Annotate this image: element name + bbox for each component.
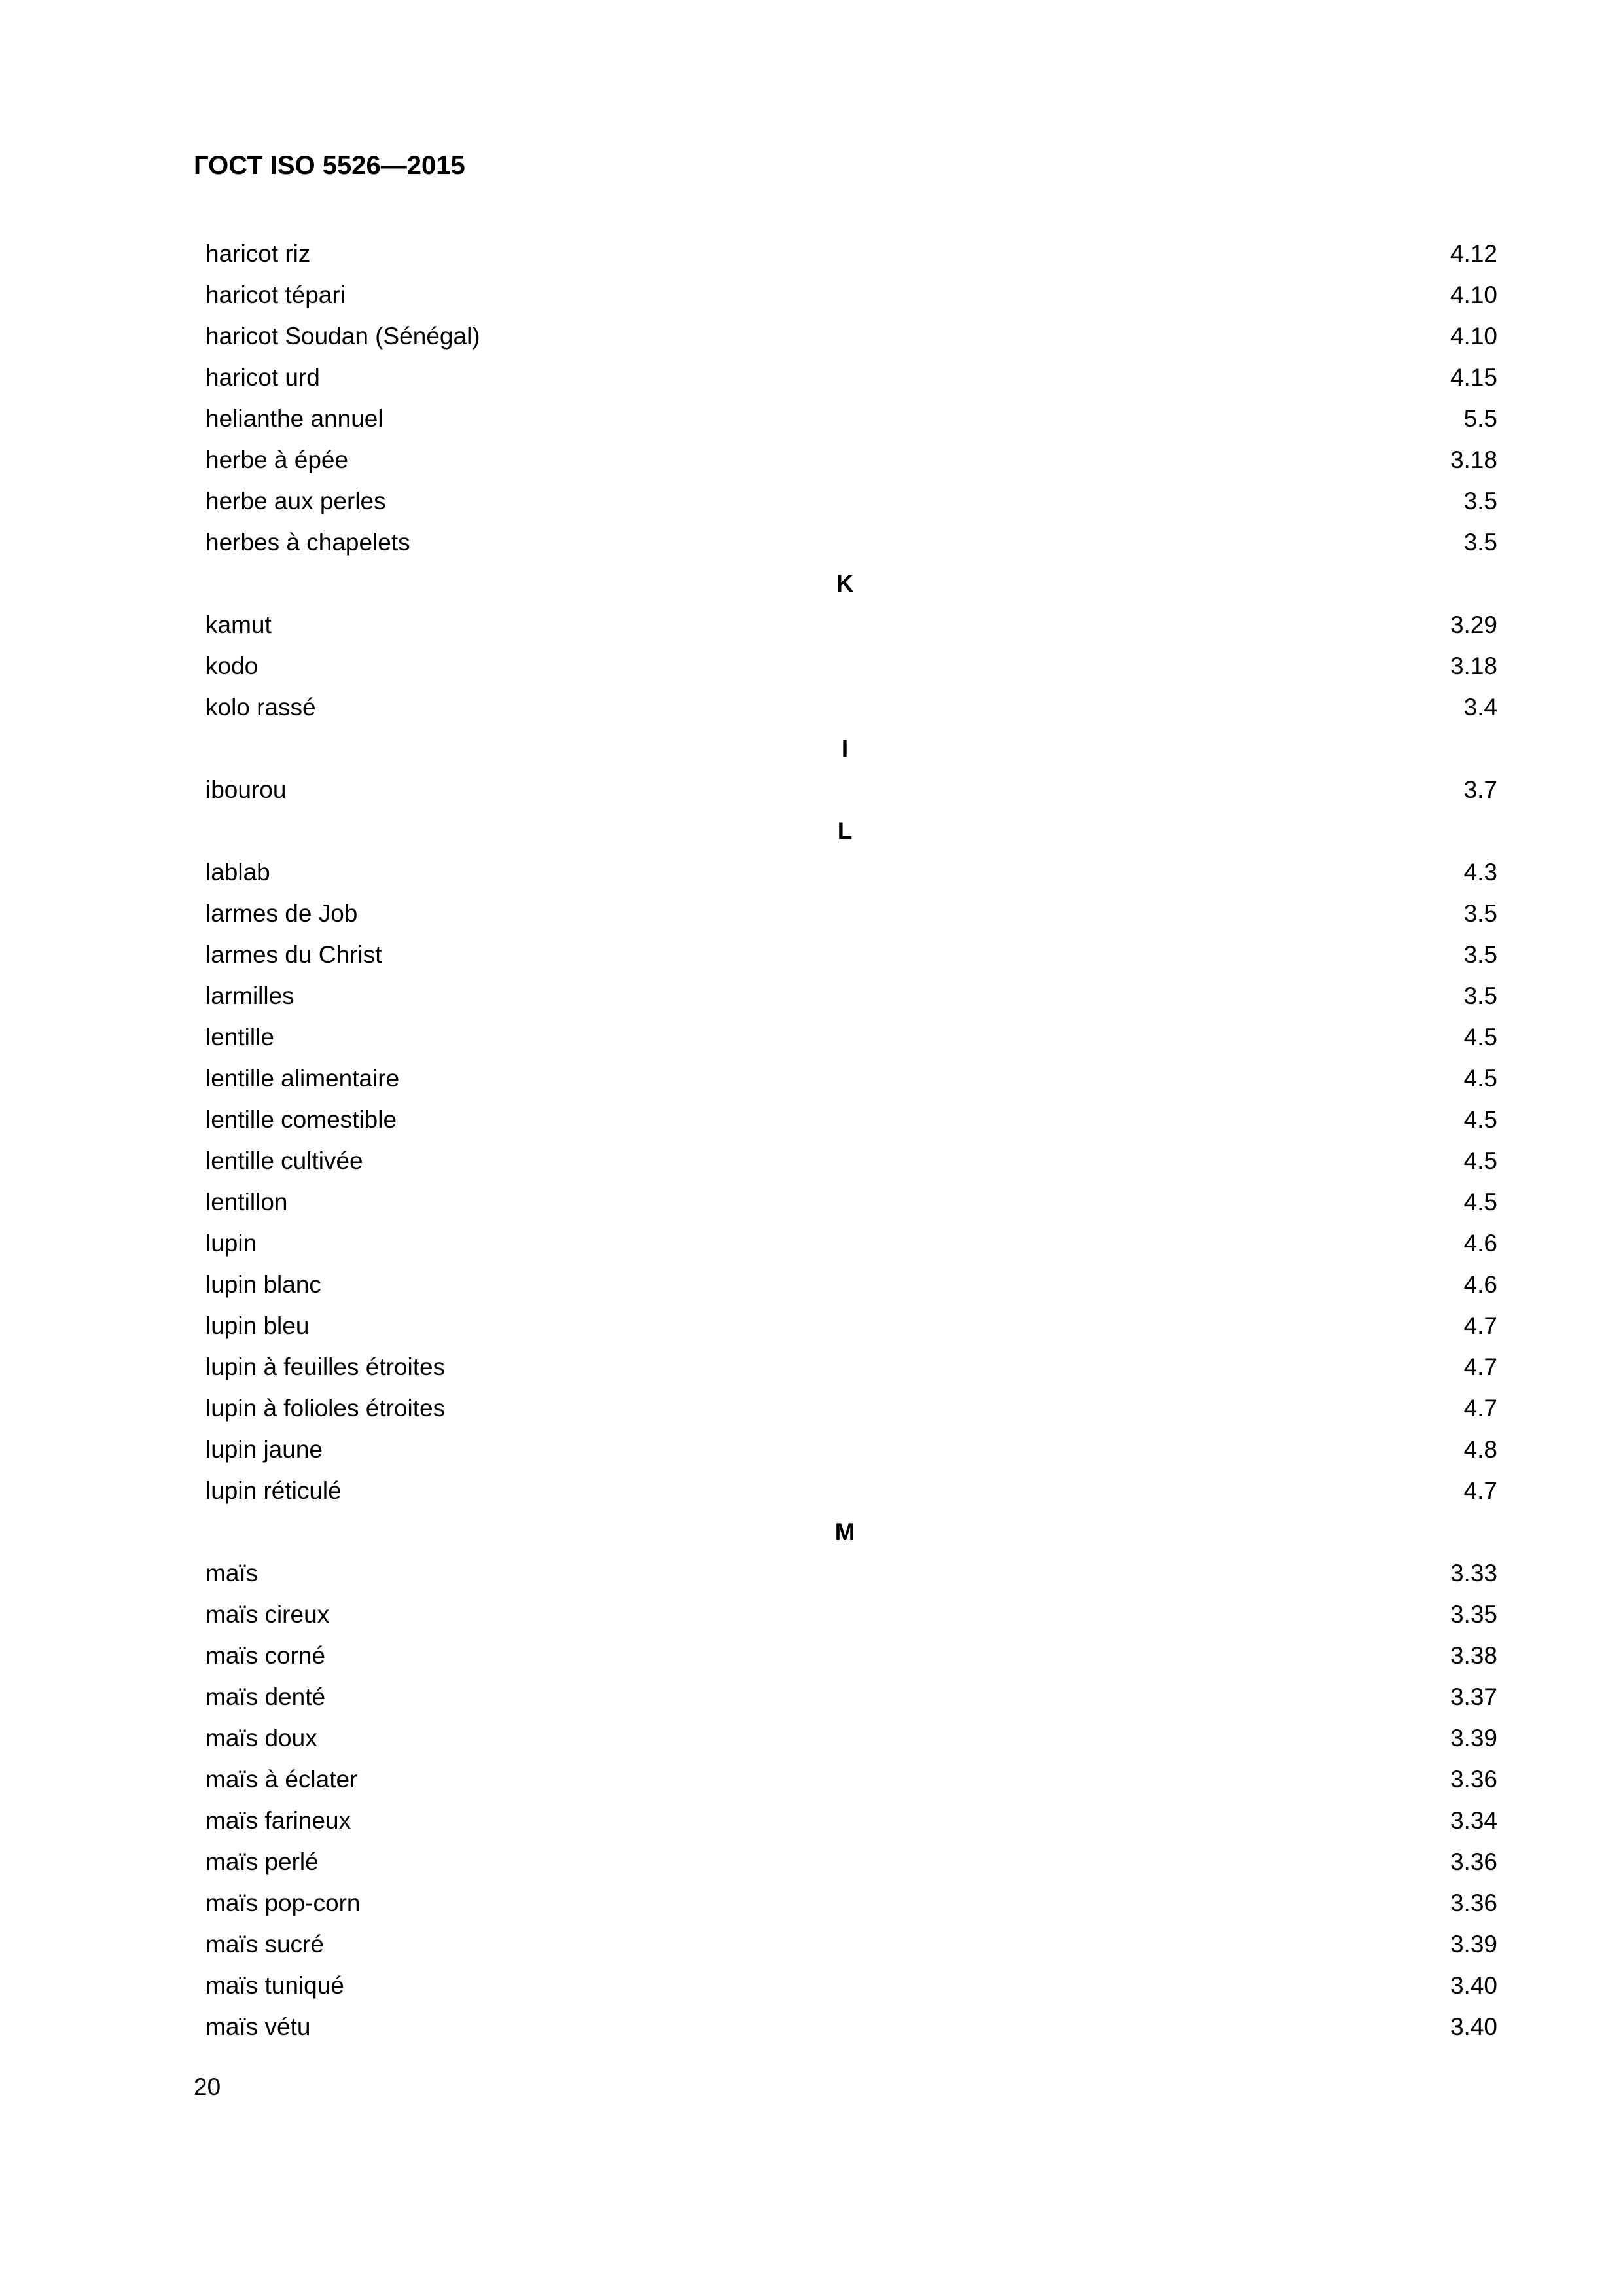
index-entry (205, 1635, 1497, 1676)
index-letter-heading (205, 1511, 1497, 1552)
index-entry (205, 1016, 1497, 1058)
index-entry (205, 645, 1497, 687)
index-letter: L (837, 817, 853, 844)
index-reference: 3.36 (1450, 1766, 1497, 1793)
index-entry (205, 1223, 1497, 1264)
index-term: haricot riz (205, 240, 311, 267)
index-entry (205, 1470, 1497, 1511)
index-term: lablab (205, 859, 270, 886)
index-entry (205, 315, 1497, 357)
index-term: kodo (205, 653, 259, 679)
index-term: maïs (205, 1560, 259, 1587)
index-entry (205, 1676, 1497, 1717)
index-term: herbe à épée (205, 446, 349, 473)
index-reference: 5.5 (1463, 405, 1497, 432)
index-entry (205, 975, 1497, 1016)
index-term: lentille (205, 1024, 274, 1050)
index-term: lentille alimentaire (205, 1065, 400, 1092)
index-reference: 4.6 (1463, 1230, 1497, 1257)
index-reference: 3.39 (1450, 1931, 1497, 1958)
index-reference: 4.8 (1463, 1436, 1497, 1463)
index-reference: 4.5 (1463, 1147, 1497, 1174)
index-reference: 4.6 (1463, 1271, 1497, 1298)
index-term: maïs pop-corn (205, 1890, 361, 1916)
index-reference: 3.5 (1463, 488, 1497, 514)
index-reference: 4.5 (1463, 1106, 1497, 1133)
index-entry (205, 2006, 1497, 2047)
index-term: lentillon (205, 1189, 288, 1215)
index-entry (205, 1140, 1497, 1181)
index-term: lentille cultivée (205, 1147, 363, 1174)
index-term: lupin bleu (205, 1312, 310, 1339)
index-letter: K (836, 570, 854, 597)
index-letter-heading (205, 810, 1497, 852)
index-reference: 3.39 (1450, 1725, 1497, 1751)
index-entry (205, 893, 1497, 934)
index-term: lupin réticulé (205, 1477, 342, 1504)
index-entry (205, 1264, 1497, 1305)
index-reference: 4.5 (1463, 1065, 1497, 1092)
index-reference: 4.5 (1463, 1189, 1497, 1215)
index-term: haricot Soudan (Sénégal) (205, 323, 480, 350)
index-reference: 4.7 (1463, 1312, 1497, 1339)
index-entry (205, 934, 1497, 975)
index-reference: 3.36 (1450, 1890, 1497, 1916)
index-entry (205, 1717, 1497, 1759)
index-reference: 3.40 (1450, 1972, 1497, 1999)
index-entry (205, 1594, 1497, 1635)
index-term: maïs à éclater (205, 1766, 358, 1793)
index-term: lupin à feuilles étroites (205, 1354, 446, 1380)
alphabetical-index (205, 233, 1497, 2047)
index-term: lupin blanc (205, 1271, 321, 1298)
index-reference: 3.36 (1450, 1848, 1497, 1875)
index-reference: 3.38 (1450, 1642, 1497, 1669)
index-reference: 3.5 (1463, 982, 1497, 1009)
index-letter-heading (205, 563, 1497, 604)
index-term: larmes de Job (205, 900, 358, 927)
index-letter: M (834, 1518, 855, 1545)
index-term: larmilles (205, 982, 294, 1009)
index-term: larmes du Christ (205, 941, 382, 968)
index-reference: 3.34 (1450, 1807, 1497, 1834)
index-reference: 4.7 (1463, 1395, 1497, 1422)
index-entry (205, 1429, 1497, 1470)
index-reference: 4.7 (1463, 1477, 1497, 1504)
index-term: kolo rassé (205, 694, 316, 721)
index-term: lentille comestible (205, 1106, 397, 1133)
index-letter: I (841, 735, 849, 762)
index-reference: 3.37 (1450, 1683, 1497, 1710)
index-entry (205, 1965, 1497, 2006)
index-term: lupin à folioles étroites (205, 1395, 446, 1422)
index-term: herbe aux perles (205, 488, 386, 514)
index-entry (205, 1759, 1497, 1800)
index-reference: 4.12 (1450, 240, 1497, 267)
index-term: maïs tuniqué (205, 1972, 344, 1999)
index-reference: 4.5 (1463, 1024, 1497, 1050)
index-reference: 3.35 (1450, 1601, 1497, 1628)
index-reference: 3.7 (1463, 776, 1497, 803)
index-reference: 3.5 (1463, 900, 1497, 927)
index-reference: 3.5 (1463, 529, 1497, 556)
index-reference: 3.40 (1450, 2013, 1497, 2040)
index-term: lupin jaune (205, 1436, 323, 1463)
index-term: maïs doux (205, 1725, 317, 1751)
index-entry (205, 398, 1497, 439)
index-term: maïs vétu (205, 2013, 311, 2040)
document-header: ГОСТ ISO 5526—2015 (194, 151, 465, 180)
index-entry (205, 1552, 1497, 1594)
index-entry (205, 480, 1497, 522)
index-term: maïs corné (205, 1642, 326, 1669)
index-reference: 4.10 (1450, 323, 1497, 350)
index-reference: 4.15 (1450, 364, 1497, 391)
index-entry (205, 1305, 1497, 1346)
index-entry (205, 1924, 1497, 1965)
index-entry (205, 852, 1497, 893)
index-entry (205, 522, 1497, 563)
index-reference: 3.4 (1463, 694, 1497, 721)
index-reference: 4.3 (1463, 859, 1497, 886)
index-entry (205, 1099, 1497, 1140)
index-term: haricot urd (205, 364, 320, 391)
index-reference: 3.18 (1450, 653, 1497, 679)
index-entry (205, 687, 1497, 728)
index-entry (205, 604, 1497, 645)
page-number: 20 (194, 2073, 221, 2100)
index-term: maïs farineux (205, 1807, 351, 1834)
index-reference: 4.10 (1450, 281, 1497, 308)
index-term: maïs cireux (205, 1601, 330, 1628)
index-term: lupin (205, 1230, 257, 1257)
index-term: maïs denté (205, 1683, 326, 1710)
index-entry (205, 769, 1497, 810)
index-term: herbes à chapelets (205, 529, 410, 556)
index-term: kamut (205, 611, 272, 638)
index-reference: 3.18 (1450, 446, 1497, 473)
index-entry (205, 233, 1497, 274)
index-entry (205, 357, 1497, 398)
index-letter-heading (205, 728, 1497, 769)
index-reference: 3.33 (1450, 1560, 1497, 1587)
index-term: ibourou (205, 776, 287, 803)
index-entry (205, 1800, 1497, 1841)
index-term: haricot tépari (205, 281, 346, 308)
index-term: maïs perlé (205, 1848, 319, 1875)
index-reference: 3.29 (1450, 611, 1497, 638)
index-reference: 4.7 (1463, 1354, 1497, 1380)
index-entry (205, 1882, 1497, 1924)
index-entry (205, 1058, 1497, 1099)
index-term: maïs sucré (205, 1931, 324, 1958)
index-entry (205, 1841, 1497, 1882)
index-reference: 3.5 (1463, 941, 1497, 968)
index-term: helianthe annuel (205, 405, 383, 432)
index-entry (205, 439, 1497, 480)
index-entry (205, 1181, 1497, 1223)
index-entry (205, 1388, 1497, 1429)
index-entry (205, 274, 1497, 315)
index-entry (205, 1346, 1497, 1388)
